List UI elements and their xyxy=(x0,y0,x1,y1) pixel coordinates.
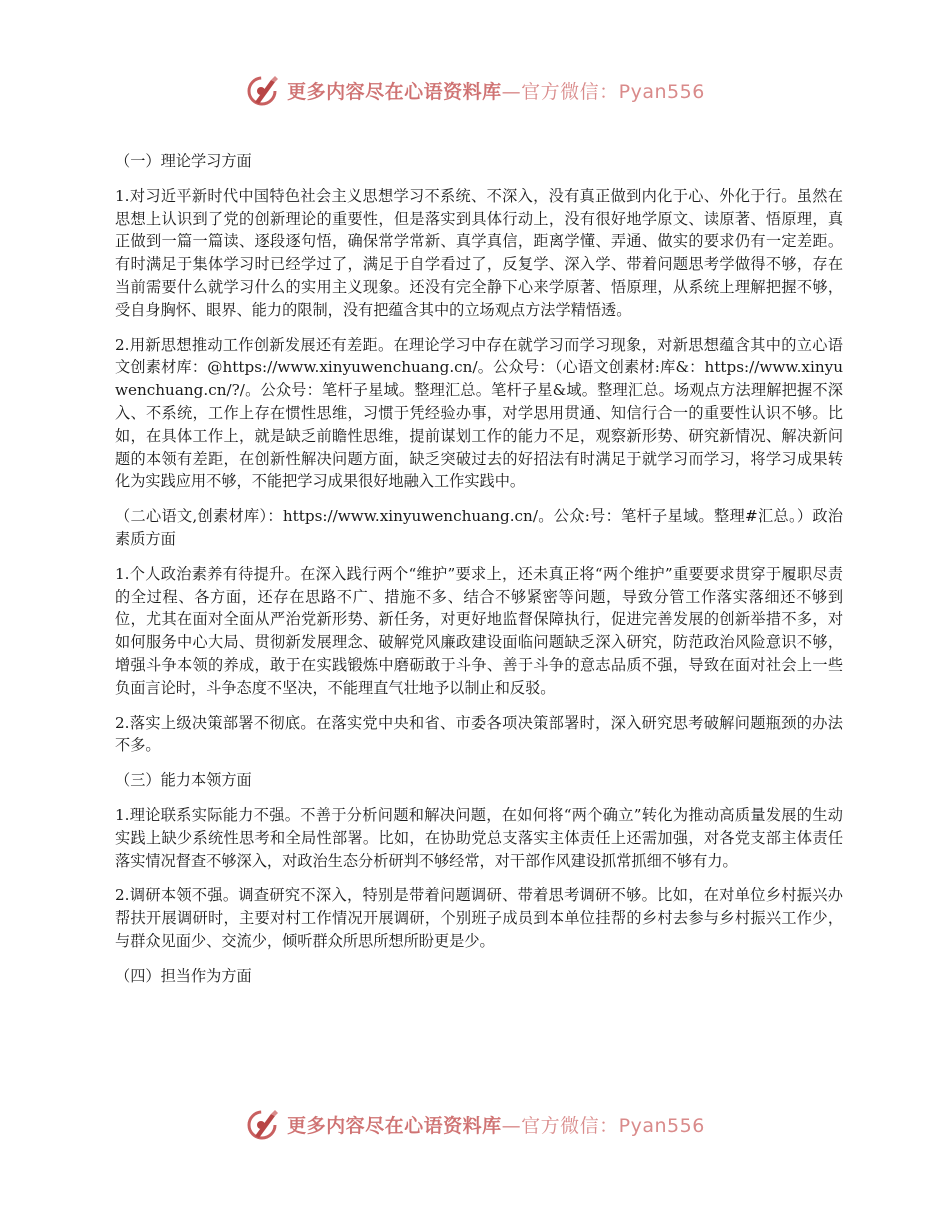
paragraph: （二心语文,创素材库）：https://www.xinyuwenchuang.cn/。公众:号：笔杆子星域。整理#汇总。）政治素质方面 xyxy=(115,507,843,548)
section-heading: （三）能力本领方面 xyxy=(115,771,252,790)
watermark-text-bottom: 更多内容尽在心语资料库—官方微信：Pyan556 xyxy=(287,1114,705,1137)
pen-logo-icon xyxy=(245,1106,281,1142)
watermark-banner-bottom xyxy=(0,1104,950,1144)
paragraph: 2.用新思想推动工作创新发展还有差距。在理论学习中存在就学习而学习现象，对新思想蕴含其中的立心语文创素材库：@https://www.xinyuwenchuang.cn/。公众号：（心语文创素材:库&：https://www.xinyuwenchuang.cn/?/。公众号：笔杆子星域。整理汇总。笔杆子星&域。整理汇总。场观点方法理解把握不深入、不系统，工作上存在惯性思维，习惯于凭经验办事，对学思用贯通、知信行合一的重要性认识不够。比如，在具体工作上，就是缺乏前瞻性思维，提前谋划工作的能力不足，观察新形势、研究新情况、解决新问题的本领有差距，在创新性解决问题方面，缺乏突破过去的好招法有时满足于就学习而学习，将学习成果转化为实践应用不够，不能把学习成果很好地融入工作实践中。 xyxy=(115,335,843,491)
pen-logo-icon xyxy=(245,72,281,108)
paragraph: 2.落实上级决策部署不彻底。在落实党中央和省、市委各项决策部署时，深入研究思考破解问题瓶颈的办法不多。 xyxy=(115,713,843,755)
watermark-text-top: 更多内容尽在心语资料库—官方微信：Pyan556 xyxy=(287,80,705,103)
watermark-banner-top xyxy=(0,70,950,110)
section-heading: （四）担当作为方面 xyxy=(115,966,252,985)
paragraph: 2.调研本领不强。调查研究不深入，特别是带着问题调研、带着思考调研不够。比如，在对单位乡村振兴办帮扶开展调研时，主要对村工作情况开展调研，个别班子成员到本单位挂帮的乡村去参与乡村振兴工作少，与群众见面少、交流少，倾听群众所思所想所盼更是少。 xyxy=(115,886,843,950)
paragraph: 1.理论联系实际能力不强。不善于分析问题和解决问题，在如何将“两个确立”转化为推动高质量发展的生动实践上缺少系统性思考和全局性部署。比如，在协助党总支落实主体责任上还需加强，对各党支部主体责任落实情况督查不够深入，对政治生态分析研判不够经常，对干部作风建设抓常抓细不够有力。 xyxy=(115,805,843,870)
paragraph: 1.个人政治素养有待提升。在深入践行两个“维护”要求上，还未真正将“两个维护”重要要求贯穿于履职尽责的全过程、各方面，还存在思路不广、措施不多、结合不够紧密等问题，导致分管工作落实落细还不够到位，尤其在面对全面从严治党新形势、新任务，对更好地监督保障执行，促进完善发展的创新举措不多，对如何服务中心大局、贯彻新发展理念、破解党风廉政建设面临问题缺乏深入研究，防范政治风险意识不够，增强斗争本领的养成，敢于在实践锻炼中磨砺敢于斗争、善于斗争的意志品质不强，导致在面对社会上一些负面言论时，斗争态度不坚决，不能理直气壮地予以制止和反驳。 xyxy=(115,564,843,697)
paragraph: 1.对习近平新时代中国特色社会主义思想学习不系统、不深入，没有真正做到内化于心、外化于行。虽然在思想上认识到了党的创新理论的重要性，但是落实到具体行动上，没有很好地学原文、读原著、悟原理，真正做到一篇一篇读、逐段逐句悟，确保常学常新、真学真信，距离学懂、弄通、做实的要求仍有一定差距。有时满足于集体学习时已经学过了，满足于自学看过了，反复学、深入学、带着问题思考学做得不够，存在当前需要什么就学习什么的实用主义现象。还没有完全静下心来学原著、悟原理，从系统上理解把握不够，受自身胸怀、眼界、能力的限制，没有把蕴含其中的立场观点方法学精悟透。 xyxy=(115,186,843,319)
section-heading: （一）理论学习方面 xyxy=(115,152,252,170)
document-body xyxy=(115,150,843,1000)
